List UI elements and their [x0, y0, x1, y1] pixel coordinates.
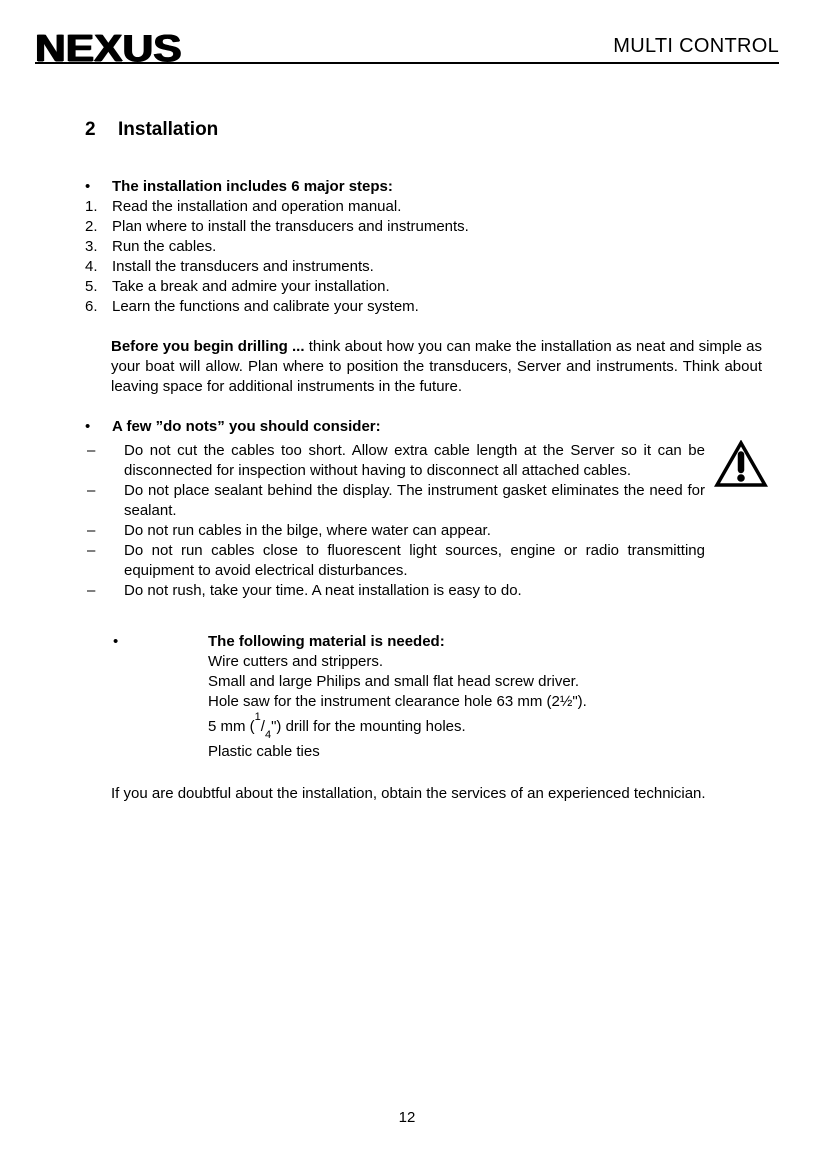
item-text: Take a break and admire your installation.: [112, 278, 390, 295]
materials-title: The following material is needed:: [208, 633, 445, 650]
bullet-marker: •: [113, 633, 119, 650]
item-number: 4.: [85, 258, 98, 275]
bullet-marker: •: [85, 418, 91, 435]
steps-intro: [85, 177, 762, 197]
warning-icon: [714, 440, 768, 488]
item-number: 3.: [85, 238, 98, 255]
list-item: [85, 581, 705, 601]
item-text: Run the cables.: [112, 238, 217, 255]
dash-marker: –: [87, 542, 96, 559]
item-text: Install the transducers and instruments.: [112, 258, 374, 275]
materials-list: [208, 632, 762, 762]
section-title: Installation: [118, 119, 219, 140]
list-item: [208, 712, 762, 742]
fraction-denominator: 4: [264, 729, 272, 741]
donots-list: [85, 441, 705, 601]
list-item: Small and large Philips and small flat head screw driver.: [208, 673, 580, 690]
materials-section: [85, 632, 762, 762]
list-item: Hole saw for the instrument clearance hole 63 mm (2½").: [208, 693, 587, 710]
fraction-numerator: 1: [254, 711, 261, 723]
drill-line-suffix: ") drill for the mounting holes.: [271, 718, 466, 735]
item-text: Learn the functions and calibrate your system.: [112, 298, 419, 315]
item-text: Do not rush, take your time. A neat installation is easy to do.: [124, 582, 522, 599]
list-item: [85, 257, 762, 277]
list-item: Wire cutters and strippers.: [208, 653, 384, 670]
list-item: [85, 277, 762, 297]
item-text: Read the installation and operation manual.: [112, 198, 402, 215]
donots-section: [85, 417, 762, 601]
item-text: Do not place sealant behind the display. The instrument gasket eliminates the need for sealant.: [124, 482, 705, 519]
closing-paragraph: If you are doubtful about the installation, obtain the services of an experienced technician.: [111, 785, 706, 802]
list-item: [85, 521, 705, 541]
page-header: [35, 26, 779, 70]
item-number: 1.: [85, 198, 98, 215]
item-text: Do not cut the cables too short. Allow extra cable length at the Server so it can be disconnected for inspection without having to disconnect all attached cables.: [124, 442, 705, 479]
list-item: [85, 237, 762, 257]
document-title: MULTI CONTROL: [613, 35, 779, 57]
list-item: [85, 297, 762, 317]
list-item: [85, 197, 762, 217]
steps-list: [85, 197, 762, 317]
item-text: Plan where to install the transducers and instruments.: [112, 218, 469, 235]
item-number: 6.: [85, 298, 98, 315]
list-item: [85, 441, 705, 481]
item-number: 5.: [85, 278, 98, 295]
bullet-marker: •: [85, 178, 91, 195]
paragraph-lead: Before you begin drilling ...: [111, 338, 305, 355]
section-number: 2: [85, 119, 96, 140]
item-text: Do not run cables in the bilge, where water can appear.: [124, 522, 491, 539]
drill-line-prefix: 5 mm (: [208, 718, 255, 735]
donots-title: A few ”do nots” you should consider:: [112, 418, 381, 435]
list-item: [85, 217, 762, 237]
list-item: [85, 541, 705, 581]
drilling-paragraph: [111, 337, 762, 397]
paragraph-text: think about how you can make the installation as neat and simple as your boat will allow. Plan where to position the transducers, Server and instruments. Think about leaving space for additional instruments in the future.: [111, 338, 762, 395]
dash-marker: –: [87, 482, 96, 499]
page-number: 12: [398, 1109, 416, 1126]
dash-marker: –: [87, 582, 96, 599]
dash-marker: –: [87, 442, 96, 459]
item-number: 2.: [85, 218, 98, 235]
nexus-logo: NEXUS: [35, 28, 182, 70]
section-heading: [85, 118, 762, 142]
donots-intro: [85, 417, 762, 437]
list-item: Plastic cable ties: [208, 743, 320, 760]
steps-title: The installation includes 6 major steps:: [112, 178, 393, 195]
dash-marker: –: [87, 522, 96, 539]
fraction-slash: /: [260, 718, 265, 735]
list-item: [85, 481, 705, 521]
page-content: [85, 118, 762, 804]
item-text: Do not run cables close to fluorescent light sources, engine or radio transmitting equipment to avoid electrical disturbances.: [124, 542, 705, 579]
